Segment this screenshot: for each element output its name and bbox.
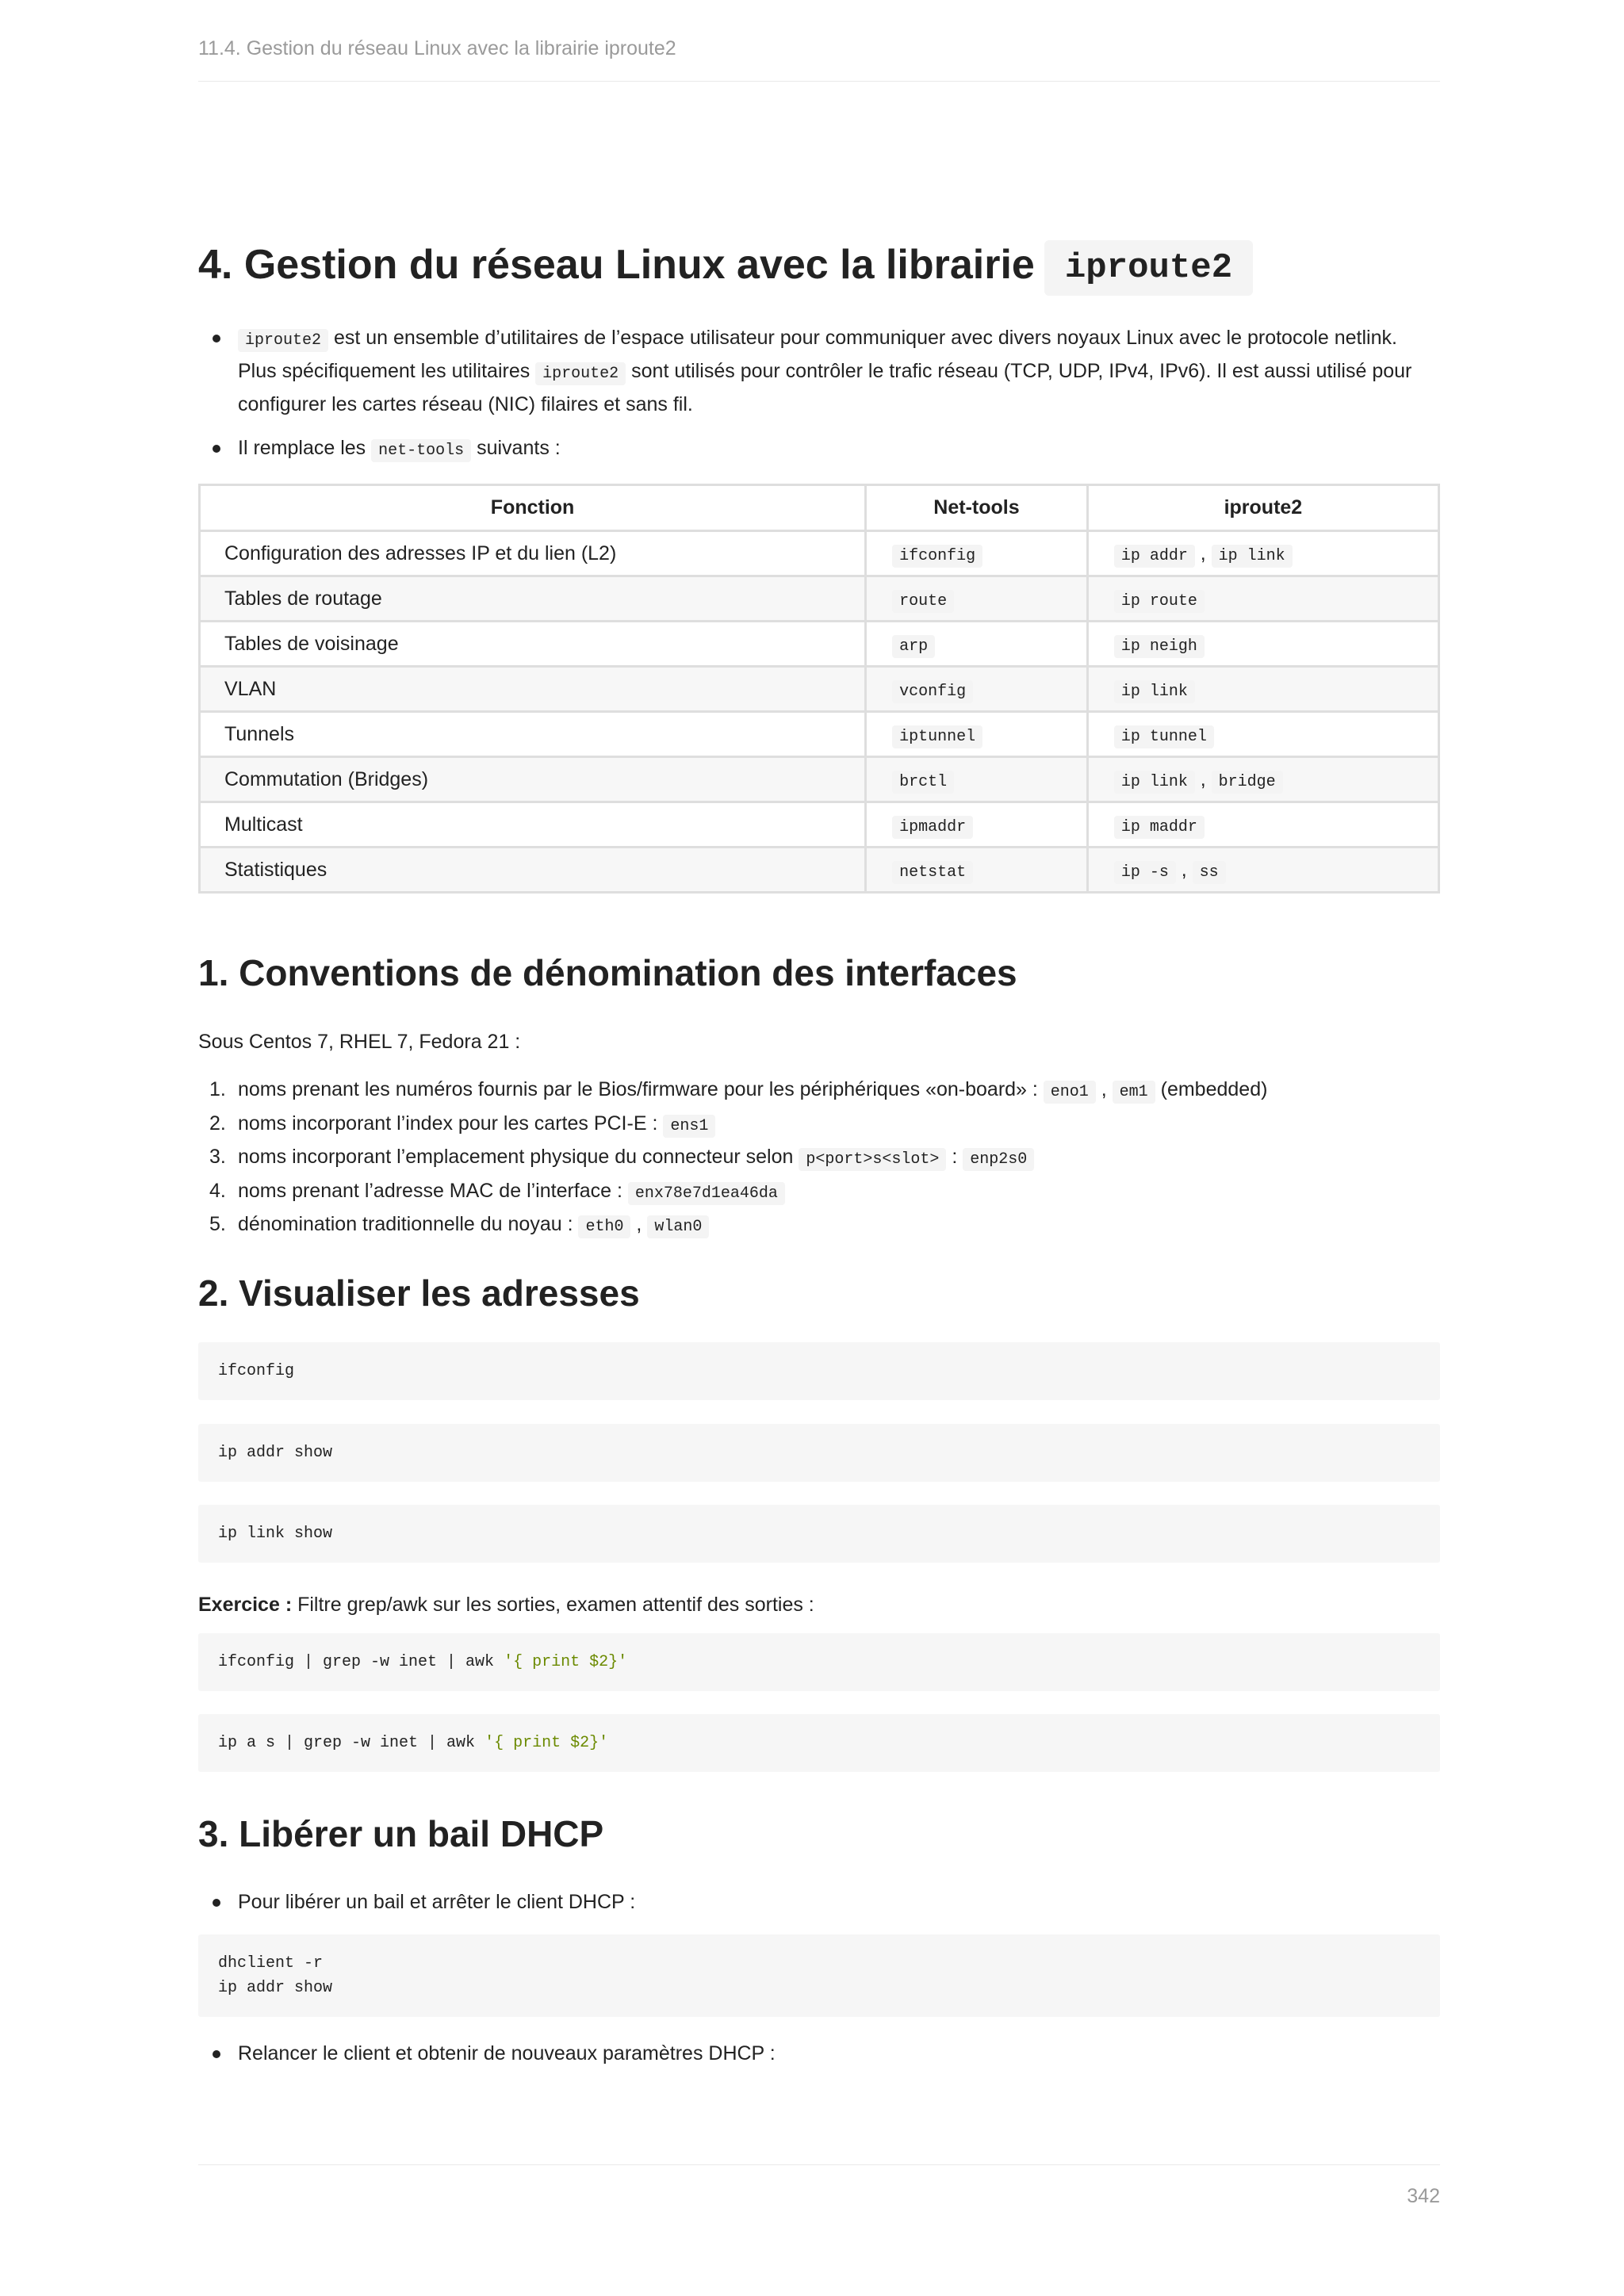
inline-code: eth0: [578, 1215, 630, 1238]
table-cell: VLAN: [200, 667, 866, 712]
table-cell: Tunnels: [200, 712, 866, 757]
inline-code: brctl: [892, 771, 954, 794]
naming-list: [198, 1074, 1440, 1243]
item-text: Pour libérer un bail et arrêter le client DHCP :: [238, 1891, 636, 1913]
table-cell: [866, 757, 1088, 802]
list-item: [198, 1209, 1440, 1243]
inline-code: ip link: [1212, 545, 1293, 568]
separator: ,: [630, 1213, 648, 1235]
table-cell: [1087, 802, 1438, 848]
bullet-dot: [213, 335, 220, 342]
inline-code: ip maddr: [1114, 816, 1205, 839]
table-cell: [866, 712, 1088, 757]
table-cell: Commutation (Bridges): [200, 757, 866, 802]
table-cell: [866, 576, 1088, 622]
inline-code: iproute2: [238, 329, 328, 352]
code-line: ip addr show: [218, 1444, 333, 1462]
inline-code: ip route: [1114, 590, 1205, 613]
table-cell: [866, 531, 1088, 576]
code-string: '{ print $2}': [504, 1653, 628, 1671]
list-item: [198, 1142, 1440, 1176]
dhcp-list-1: [198, 1887, 1440, 1918]
page-title: [198, 241, 1253, 289]
dhcp-list-2: [198, 2038, 1440, 2069]
code-block: [198, 1633, 1440, 1691]
page-title-text: 4. Gestion du réseau Linux avec la librairie: [198, 242, 1035, 288]
table-cell: [866, 667, 1088, 712]
table-cell: ip addr , ip link: [1087, 531, 1438, 576]
inline-code: iptunnel: [892, 725, 982, 748]
section-intro: Sous Centos 7, RHEL 7, Fedora 21 :: [198, 1031, 521, 1053]
inline-code: ip link: [1114, 771, 1195, 794]
column-header: Net-tools: [866, 485, 1088, 531]
list-number: 1.: [209, 1078, 226, 1100]
code-block: [198, 1934, 1440, 2017]
list-number: 4.: [209, 1179, 226, 1202]
table-cell: [1087, 576, 1438, 622]
table-cell: Tables de routage: [200, 576, 866, 622]
item-text: (embedded): [1155, 1078, 1268, 1100]
table-row: [200, 848, 1439, 893]
inline-code: ens1: [663, 1115, 715, 1138]
list-number: 2.: [209, 1112, 226, 1135]
intro-text: Il remplace les: [238, 437, 372, 459]
header-divider: [198, 81, 1440, 82]
list-item: [198, 1108, 1440, 1142]
table-row: [200, 667, 1439, 712]
bullet-dot: [213, 445, 220, 453]
section-heading: 3. Libérer un bail DHCP: [198, 1813, 604, 1854]
inline-code: vconfig: [892, 680, 973, 703]
page-title-code: iproute2: [1044, 240, 1253, 296]
table-cell: Tables de voisinage: [200, 622, 866, 667]
table-cell: [1087, 712, 1438, 757]
inline-code: ip link: [1114, 680, 1195, 703]
table-cell: Multicast: [200, 802, 866, 848]
code-line: ip a s | grep -w inet | awk: [218, 1734, 485, 1752]
code-block: [198, 1505, 1440, 1563]
table-row: [200, 802, 1439, 848]
inline-code: iproute2: [535, 362, 626, 385]
item-text: noms prenant l’adresse MAC de l’interface :: [238, 1179, 628, 1202]
intro-text: suivants :: [471, 437, 561, 459]
running-header: 11.4. Gestion du réseau Linux avec la librairie iproute2: [198, 37, 676, 59]
list-number: 3.: [209, 1146, 226, 1168]
item-text: noms prenant les numéros fournis par le Bios/firmware pour les périphériques «on-board» :: [238, 1078, 1044, 1100]
code-block: [198, 1342, 1440, 1400]
code-line: ip link show: [218, 1525, 333, 1543]
inline-code: ip tunnel: [1114, 725, 1214, 748]
table-row: [200, 531, 1439, 576]
inline-code: route: [892, 590, 954, 613]
intro-text: est un ensemble d’utilitaires de l’espace utilisateur pour communiquer avec divers noyaux Linux avec le protocole netlink. Plus spécifiquement les utilitaires: [238, 327, 1397, 382]
inline-code: eno1: [1044, 1081, 1096, 1104]
section-heading: 2. Visualiser les adresses: [198, 1272, 640, 1314]
table-header-row: [200, 485, 1439, 531]
inline-code: ip addr: [1114, 545, 1195, 568]
table-cell: [866, 622, 1088, 667]
separator: ,: [1095, 1078, 1113, 1100]
footer-divider: [198, 2164, 1440, 2165]
table-cell: [866, 848, 1088, 893]
item-text: Relancer le client et obtenir de nouveaux paramètres DHCP :: [238, 2042, 776, 2064]
code-line: ifconfig | grep -w inet | awk: [218, 1653, 504, 1671]
code-block: [198, 1714, 1440, 1772]
inline-code: ss: [1193, 861, 1226, 884]
section-heading: 1. Conventions de dénomination des interfaces: [198, 952, 1017, 993]
exercise-label: Exercice :: [198, 1594, 293, 1616]
code-string: '{ print $2}': [485, 1734, 609, 1752]
inline-code: net-tools: [371, 439, 471, 462]
bullet-dot: [213, 1899, 220, 1907]
inline-code: em1: [1113, 1081, 1155, 1104]
table-cell: ip link , bridge: [1087, 757, 1438, 802]
intro-list: [198, 323, 1440, 466]
table-cell: [1087, 667, 1438, 712]
bullet-dot: [213, 2050, 220, 2058]
table-cell: [866, 802, 1088, 848]
intro-text: sont utilisés pour contrôler le trafic réseau (TCP, UDP, IPv4, IPv6). Il est aussi utilisé pour configurer les cartes réseau (NIC) filaires et sans fil.: [238, 360, 1412, 415]
table-cell: ip -s , ss: [1087, 848, 1438, 893]
inline-code: ipmaddr: [892, 816, 973, 839]
code-line: ip addr show: [218, 1979, 333, 1997]
table-cell: [1087, 622, 1438, 667]
table-row: [200, 712, 1439, 757]
code-block: [198, 1424, 1440, 1482]
list-item: [198, 323, 1440, 420]
code-line: dhclient -r: [218, 1954, 324, 1973]
list-item: [198, 433, 1440, 466]
table-row: [200, 622, 1439, 667]
list-number: 5.: [209, 1213, 226, 1235]
inline-code: ip neigh: [1114, 635, 1205, 658]
table-row: [200, 757, 1439, 802]
inline-code: bridge: [1212, 771, 1283, 794]
list-item: [198, 1176, 1440, 1210]
table-cell: Configuration des adresses IP et du lien (L2): [200, 531, 866, 576]
inline-code: wlan0: [647, 1215, 709, 1238]
inline-code: ip -s: [1114, 861, 1176, 884]
inline-code: ifconfig: [892, 545, 982, 568]
page-number: 342: [1407, 2185, 1440, 2207]
inline-code: p<port>s<slot>: [799, 1148, 946, 1171]
comparison-table: [198, 484, 1440, 894]
item-text: noms incorporant l’emplacement physique du connecteur selon: [238, 1146, 799, 1168]
separator: :: [946, 1146, 963, 1168]
table-row: [200, 576, 1439, 622]
exercise-line: [198, 1594, 814, 1617]
list-item: [198, 1074, 1440, 1108]
list-item: [198, 2038, 1440, 2069]
inline-code: enp2s0: [963, 1148, 1034, 1171]
code-line: ifconfig: [218, 1362, 295, 1380]
inline-code: arp: [892, 635, 935, 658]
table-cell: Statistiques: [200, 848, 866, 893]
inline-code: netstat: [892, 861, 973, 884]
exercise-text: Filtre grep/awk sur les sorties, examen attentif des sorties :: [292, 1594, 814, 1616]
column-header: Fonction: [200, 485, 866, 531]
list-item: [198, 1887, 1440, 1918]
item-text: dénomination traditionnelle du noyau :: [238, 1213, 579, 1235]
column-header: iproute2: [1087, 485, 1438, 531]
item-text: noms incorporant l’index pour les cartes PCI-E :: [238, 1112, 664, 1135]
inline-code: enx78e7d1ea46da: [628, 1182, 785, 1205]
